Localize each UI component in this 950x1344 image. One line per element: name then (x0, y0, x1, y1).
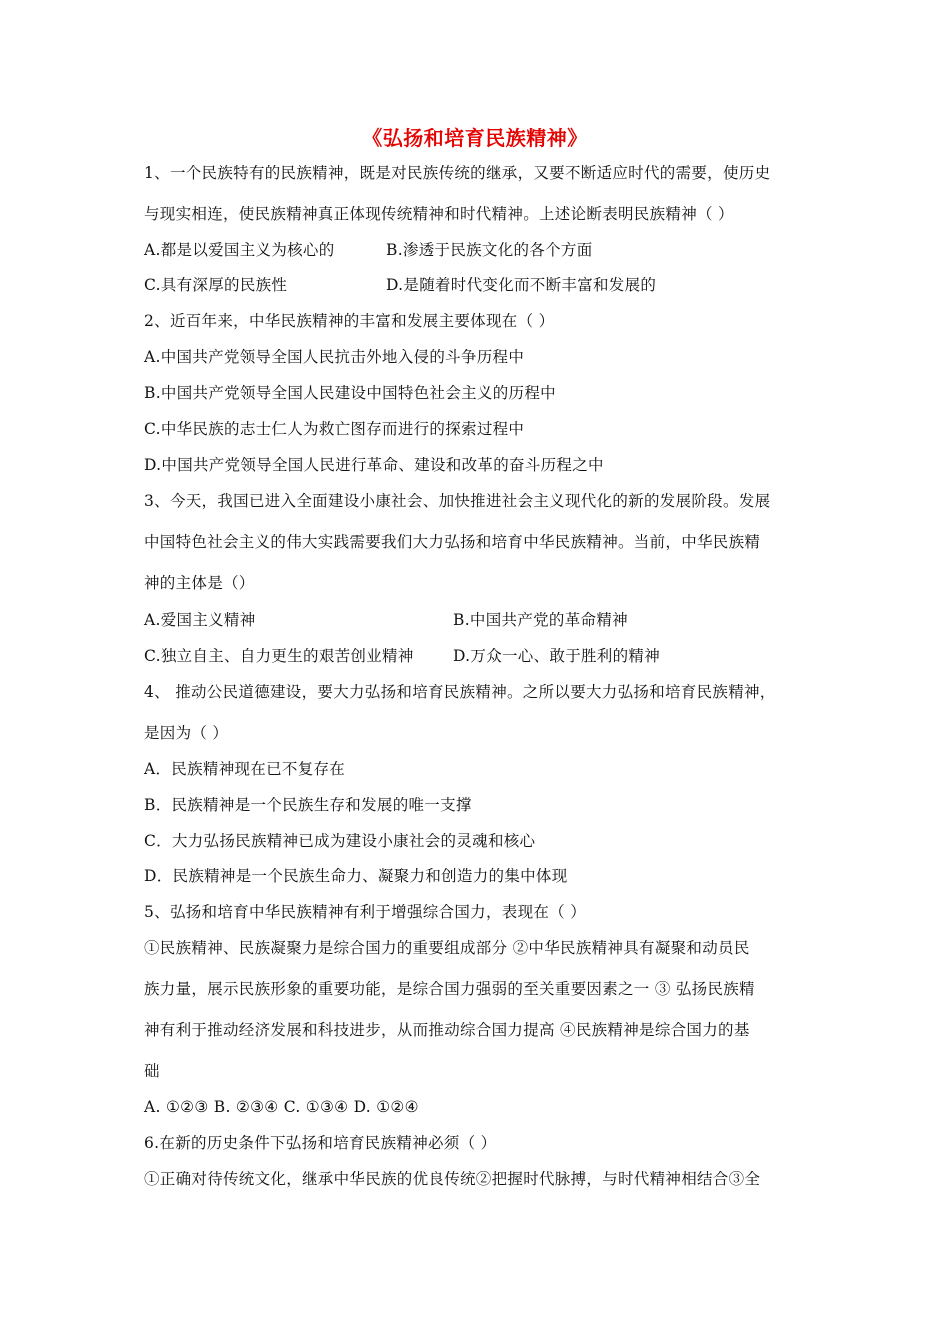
q3-option-c: C.独立自主、自力更生的艰苦创业精神 (144, 647, 414, 665)
q2-option-b: B.中国共产党领导全国人民建设中国特色社会主义的历程中 (144, 384, 556, 402)
q3-stem-line-3: 神的主体是（） (144, 574, 255, 592)
q2-option-a: A.中国共产党领导全国人民抗击外地入侵的斗争历程中 (144, 348, 525, 366)
q4-stem-line-2: 是因为（ ） (144, 724, 229, 742)
q2-option-c: C.中华民族的志士仁人为救亡图存而进行的探索过程中 (144, 420, 525, 438)
q5-stem-line-2: ①民族精神、民族凝聚力是综合国力的重要组成部分 ②中华民族精神具有凝聚和动员民 (144, 939, 750, 957)
q4-option-c: C．大力弘扬民族精神已成为建设小康社会的灵魂和核心 (144, 832, 536, 850)
q3-option-b: B.中国共产党的革命精神 (453, 611, 628, 629)
page-title: 《弘扬和培育民族精神》 (362, 126, 588, 150)
q5-stem-line-1: 5、弘扬和培育中华民族精神有利于增强综合国力，表现在（ ） (144, 903, 586, 921)
q3-option-d: D.万众一心、敢于胜利的精神 (453, 647, 661, 665)
q5-stem-line-5: 础 (144, 1062, 160, 1080)
q5-stem-line-3: 族力量，展示民族形象的重要功能，是综合国力强弱的至关重要因素之一 ③ 弘扬民族精 (144, 980, 755, 998)
q6-stem-line-2: ①正确对待传统文化，继承中华民族的优良传统②把握时代脉搏，与时代精神相结合③全 (144, 1170, 761, 1188)
q3-stem-line-2: 中国特色社会主义的伟大实践需要我们大力弘扬和培育中华民族精神。当前，中华民族精 (144, 533, 761, 551)
q1-stem-line-2: 与现实相连，使民族精神真正体现传统精神和时代精神。上述论断表明民族精神（ ） (144, 205, 734, 223)
q2-option-d: D.中国共产党领导全国人民进行革命、建设和改革的奋斗历程之中 (144, 456, 604, 474)
q1-option-c: C.具有深厚的民族性 (144, 276, 288, 294)
q4-option-b: B．民族精神是一个民族生存和发展的唯一支撑 (144, 796, 472, 814)
q3-option-a: A.爱国主义精神 (144, 611, 256, 629)
q5-options: A. ①②③ B. ②③④ C. ①③④ D. ①②④ (144, 1098, 419, 1116)
q3-stem-line-1: 3、今天，我国已进入全面建设小康社会、加快推进社会主义现代化的新的发展阶段。发展 (144, 492, 771, 510)
q4-option-a: A．民族精神现在已不复存在 (144, 760, 346, 778)
q2-stem-line-1: 2、近百年来，中华民族精神的丰富和发展主要体现在（ ） (144, 312, 555, 330)
q1-option-b: B.渗透于民族文化的各个方面 (386, 241, 593, 259)
q5-stem-line-4: 神有利于推动经济发展和科技进步，从而推动综合国力提高 ④民族精神是综合国力的基 (144, 1021, 750, 1039)
q1-stem-line-1: 1、一个民族特有的民族精神，既是对民族传统的继承，又要不断适应时代的需要，使历史 (144, 164, 771, 182)
q4-option-d: D．民族精神是一个民族生命力、凝聚力和创造力的集中体现 (144, 867, 568, 885)
q1-option-a: A.都是以爱国主义为核心的 (144, 241, 335, 259)
q1-option-d: D.是随着时代变化而不断丰富和发展的 (386, 276, 657, 294)
q6-stem-line-1: 6.在新的历史条件下弘扬和培育民族精神必须（ ） (144, 1134, 497, 1152)
q4-stem-line-1: 4、 推动公民道德建设，要大力弘扬和培育民族精神。之所以要大力弘扬和培育民族精神， (144, 683, 776, 701)
